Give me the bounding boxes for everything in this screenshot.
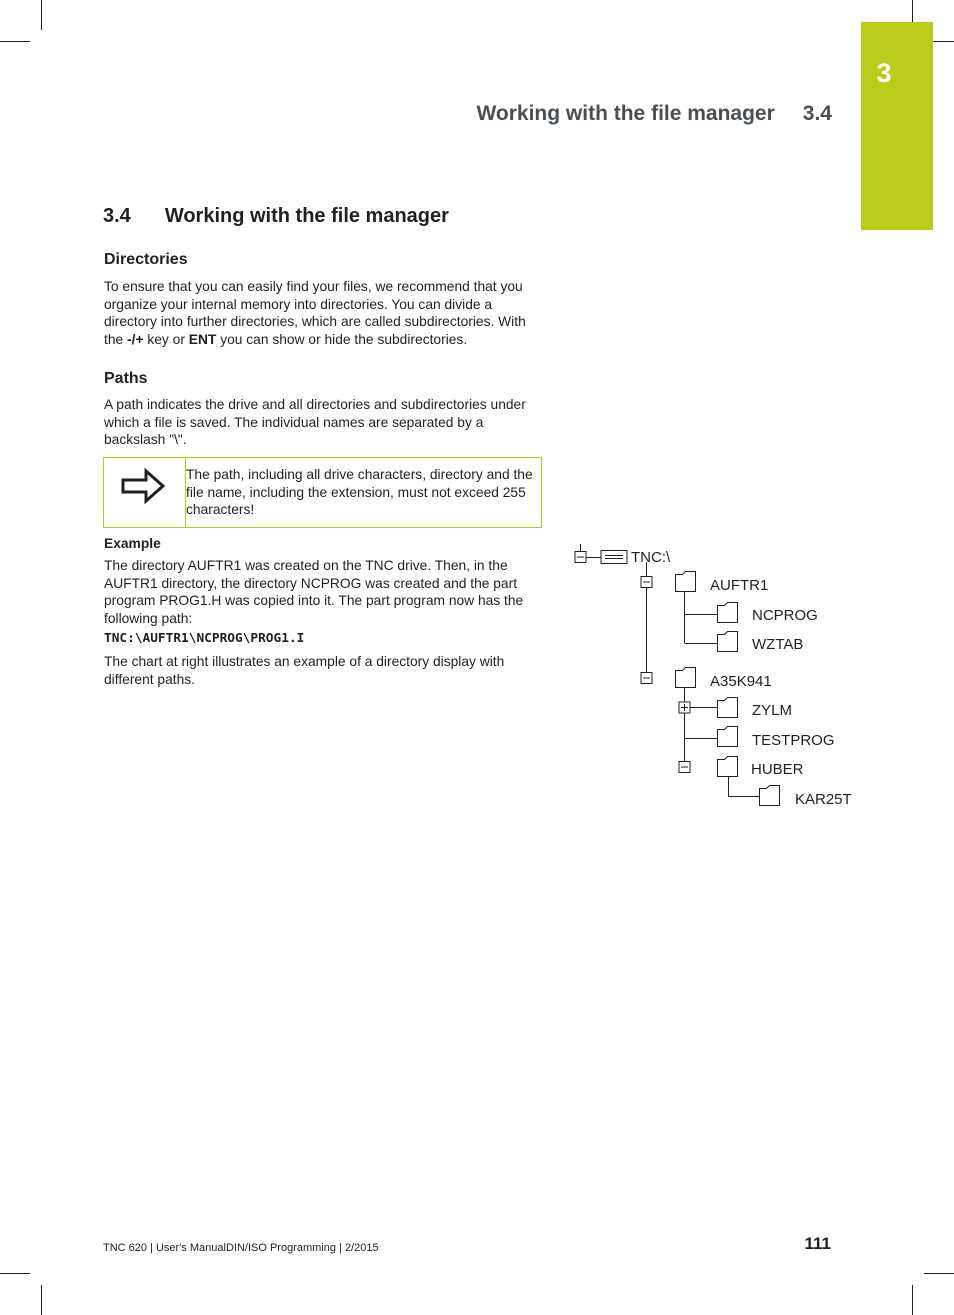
running-head (476, 102, 832, 126)
directory-tree (560, 540, 860, 820)
tree-label-kar25t[interactable]: KAR25T (795, 791, 852, 808)
tree-label-ncprog[interactable]: NCPROG (752, 607, 818, 624)
section-title (103, 205, 449, 228)
tree-toggle-a35k941[interactable] (641, 673, 652, 684)
example-paragraph: The directory AUFTR1 was created on the TNC drive. Then, in the AUFTR1 directory, the directory NCPROG was created and the part program PROG1.H was copied into it. The part program now has the following path: (104, 558, 524, 626)
footer-text: TNC 620 | User's ManualDIN/ISO Programming | 2/2015 (103, 1242, 379, 1254)
tree-label-auftr1[interactable]: AUFTR1 (710, 577, 769, 594)
paths-heading: Paths (104, 370, 148, 387)
directories-text: To ensure that you can easily find your files, we recommend that you organize your internal memory into directories. You can divide a directory into further directories, which are called subdirectories. With the (104, 279, 526, 347)
tree-toggle-huber[interactable] (679, 762, 690, 773)
tree-label-a35k941[interactable]: A35K941 (710, 673, 772, 690)
folder-icon-huber (718, 757, 738, 777)
tree-label-wztab[interactable]: WZTAB (752, 636, 804, 653)
example-heading: Example (104, 536, 161, 551)
key-minus-plus: -/+ (127, 331, 144, 347)
directories-text: you can show or hide the subdirectories. (216, 331, 468, 347)
crop-mark (41, 1285, 42, 1315)
directories-paragraph (104, 278, 544, 348)
tree-label-zylm[interactable]: ZYLM (752, 702, 793, 719)
tree-label-drive[interactable]: TNC:\ (631, 549, 671, 566)
tree-label-huber[interactable]: HUBER (751, 761, 804, 778)
example-path: TNC:\AUFTR1\NCPROG\PROG1.I (104, 631, 305, 646)
crop-mark (912, 1285, 913, 1315)
section-title-text: Working with the file manager (164, 205, 449, 227)
folder-icon-ncprog (718, 603, 738, 623)
running-head-title: Working with the file manager (476, 102, 775, 125)
chart-description: The chart at right illustrates an example of a directory display with different paths. (104, 654, 505, 687)
tree-toggle-auftr1[interactable] (641, 577, 652, 588)
note-text: The path, including all drive characters, directory and the file name, including the extension, must not exceed 255 characters! (186, 467, 533, 518)
crop-mark (0, 1273, 30, 1274)
section-number: 3.4 (103, 205, 131, 227)
folder-icon-wztab (718, 632, 738, 652)
folder-icon-auftr1 (676, 572, 696, 592)
chapter-tab (861, 22, 933, 230)
crop-mark (924, 1273, 954, 1274)
directories-text: key or (143, 331, 189, 347)
arrow-right-icon (120, 468, 166, 504)
tree-toggle-drive[interactable] (575, 552, 586, 563)
directories-heading: Directories (104, 251, 188, 268)
folder-icon-zylm (718, 698, 738, 718)
folder-icon-a35k941 (676, 668, 696, 688)
folder-icon-kar25t (760, 786, 780, 806)
tree-toggle-zylm[interactable] (679, 702, 690, 713)
folder-icon-testprog (718, 727, 738, 747)
running-head-number: 3.4 (802, 102, 832, 125)
paths-paragraph: A path indicates the drive and all directories and subdirectories under which a file is saved. The individual names are separated by a backslash "\". (104, 397, 526, 448)
crop-mark (0, 41, 30, 42)
key-ent: ENT (188, 331, 217, 347)
page-number: 111 (804, 1234, 831, 1253)
crop-mark (41, 0, 42, 30)
tree-label-testprog[interactable]: TESTPROG (752, 732, 835, 749)
drive-icon (601, 551, 627, 564)
note-box (103, 457, 542, 528)
chapter-number: 3 (876, 58, 892, 88)
